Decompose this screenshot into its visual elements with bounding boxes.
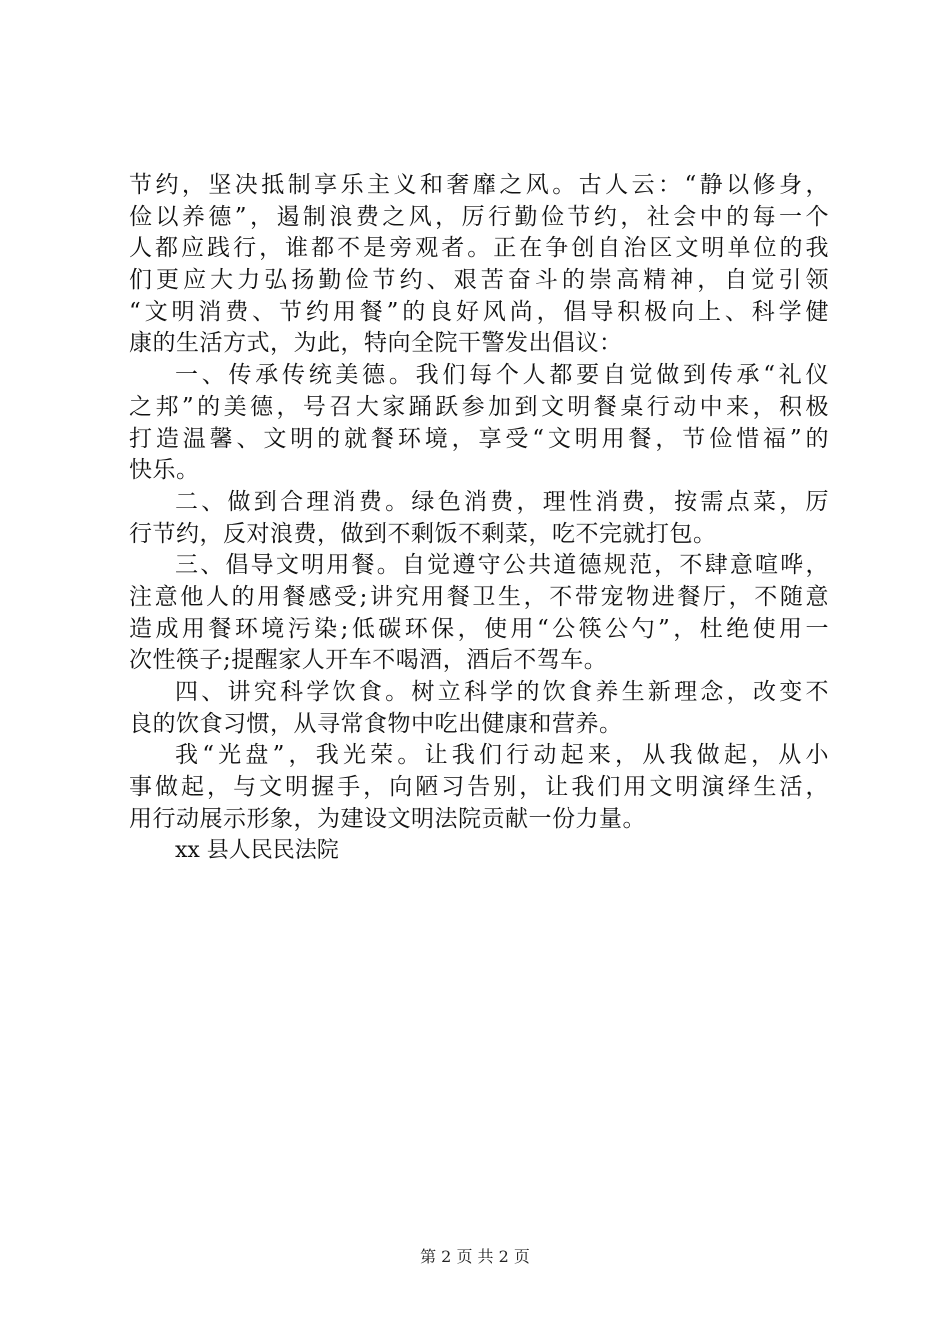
text-line: 之邦”的美德，号召大家踊跃参加到文明餐桌行动中来，积极 [129, 393, 829, 420]
text-line: 二、做到合理消费。绿色消费，理性消费，按需点菜，厉 [175, 488, 829, 515]
text-line: 事做起，与文明握手，向陋习告别，让我们用文明演绎生活， [129, 774, 829, 801]
text-line: 造成用餐环境污染;低碳环保，使用“公筷公勺”，杜绝使用一 [129, 615, 829, 642]
text-line: 节约，坚决抵制享乐主义和奢靡之风。古人云：“静以修身， [129, 172, 829, 198]
document-body [129, 170, 829, 867]
text-line: 人都应践行，谁都不是旁观者。正在争创自治区文明单位的我 [129, 235, 829, 262]
text-line: 四、讲究科学饮食。树立科学的饮食养生新理念，改变不 [175, 679, 829, 705]
text-line: 我“光盘”，我光荣。让我们行动起来，从我做起，从小 [175, 742, 829, 769]
text-line: 三、倡导文明用餐。自觉遵守公共道德规范，不肆意喧哗， [175, 552, 829, 579]
text-line: 良的饮食习惯，从寻常食物中吃出健康和营养。 [129, 710, 623, 737]
text-line: 一、传承传统美德。我们每个人都要自觉做到传承“礼仪 [175, 362, 829, 389]
text-line: 次性筷子;提醒家人开车不喝酒，酒后不驾车。 [129, 647, 608, 674]
text-line: 俭以养德”，遏制浪费之风，厉行勤俭节约，社会中的每一个 [129, 203, 829, 230]
text-line: 们更应大力弘扬勤俭节约、艰苦奋斗的崇高精神，自觉引领 [129, 267, 829, 294]
signature: xx 县人民民法院 [175, 838, 339, 864]
page-footer: 第 2 页 共 2 页 [420, 1247, 530, 1266]
text-line: 打造温馨、文明的就餐环境，享受“文明用餐，节俭惜福”的 [129, 425, 829, 452]
text-line: “文明消费、节约用餐”的良好风尚，倡导积极向上、科学健 [129, 298, 829, 325]
text-line: 行节约，反对浪费，做到不剩饭不剩菜，吃不完就打包。 [129, 520, 717, 547]
text-line: 注意他人的用餐感受;讲究用餐卫生，不带宠物进餐厅，不随意 [129, 583, 829, 610]
text-line: 康的生活方式，为此，特向全院干警发出倡议： [129, 330, 623, 357]
text-line: 快乐。 [129, 457, 200, 484]
text-line: 用行动展示形象，为建设文明法院贡献一份力量。 [129, 805, 646, 832]
